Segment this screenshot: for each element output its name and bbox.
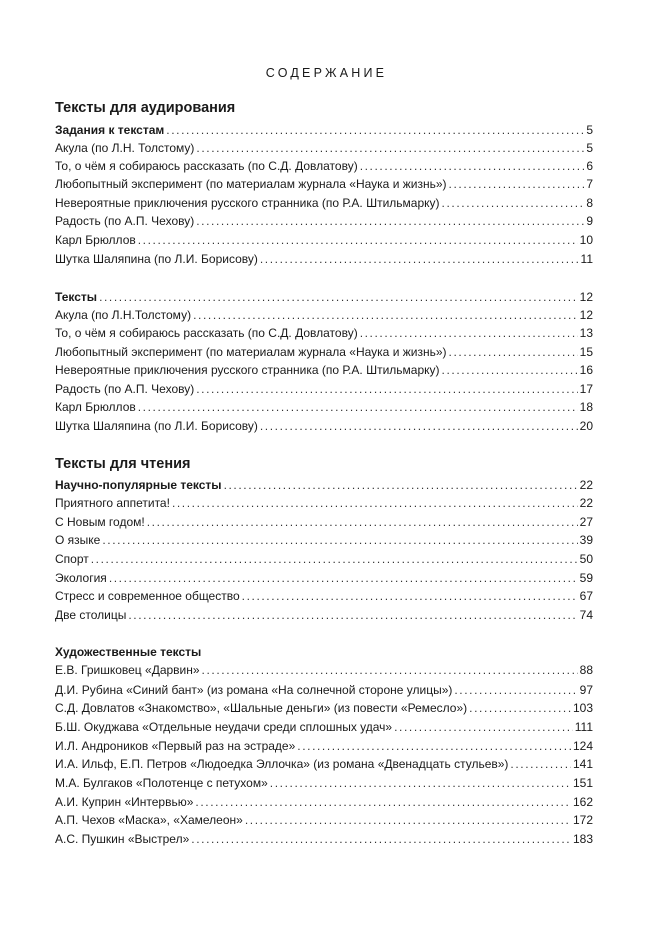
toc-entry-page: 67 bbox=[579, 589, 593, 603]
dot-leader bbox=[128, 606, 577, 624]
toc-entry-page: 7 bbox=[586, 177, 593, 191]
dot-leader bbox=[193, 306, 578, 324]
toc-entry[interactable] bbox=[55, 513, 593, 531]
toc-entry-page: 15 bbox=[579, 345, 593, 359]
dot-leader bbox=[191, 830, 571, 848]
toc-entry-title: Две столицы bbox=[55, 608, 127, 622]
group-heading-fiction: Художественные тексты bbox=[55, 645, 202, 659]
toc-entry-title: Любопытный эксперимент (по материалам журнала «Наука и жизнь») bbox=[55, 345, 447, 359]
toc-entry-page: 9 bbox=[586, 214, 593, 228]
toc-entry-page: 12 bbox=[579, 308, 593, 322]
toc-entry-page: 50 bbox=[579, 552, 593, 566]
toc-entry[interactable] bbox=[55, 175, 593, 193]
toc-entry-title: Радость (по А.П. Чехову) bbox=[55, 382, 195, 396]
dot-leader bbox=[260, 250, 579, 268]
toc-entry-title: Задания к текстам bbox=[55, 123, 165, 137]
toc-entry-page: 59 bbox=[579, 571, 593, 585]
toc-entry-page: 172 bbox=[572, 813, 593, 827]
toc-entry-title: То, о чём я собираюсь рассказать (по С.Д. Довлатову) bbox=[55, 326, 358, 340]
toc-entry-title: О языке bbox=[55, 533, 101, 547]
toc-entry[interactable] bbox=[55, 343, 593, 361]
toc-entry[interactable] bbox=[55, 476, 593, 494]
toc-entry-page: 5 bbox=[586, 141, 593, 155]
toc-entry-title: Карл Брюллов bbox=[55, 233, 136, 247]
dot-leader bbox=[449, 175, 585, 193]
toc-entry[interactable] bbox=[55, 811, 593, 829]
toc-entry-title: Акула (по Л.Н. Толстому) bbox=[55, 141, 195, 155]
toc-entry-title: Приятного аппетита! bbox=[55, 496, 170, 510]
toc-entry-page: 162 bbox=[572, 795, 593, 809]
toc-entry-page: 22 bbox=[579, 496, 593, 510]
dot-leader bbox=[147, 513, 578, 531]
toc-entry[interactable] bbox=[55, 606, 593, 624]
toc-entry-page: 183 bbox=[572, 832, 593, 846]
dot-leader bbox=[138, 231, 578, 249]
toc-entry[interactable] bbox=[55, 324, 593, 342]
toc-entry-page: 22 bbox=[579, 478, 593, 492]
toc-entry-page: 39 bbox=[579, 533, 593, 547]
toc-entry-page: 88 bbox=[579, 663, 593, 677]
toc-entry-title: Б.Ш. Окуджава «Отдельные неудачи среди сплошных удач» bbox=[55, 720, 393, 734]
toc-entry[interactable] bbox=[55, 121, 593, 139]
dot-leader bbox=[196, 380, 577, 398]
toc-entry[interactable] bbox=[55, 231, 593, 249]
dot-leader bbox=[469, 699, 571, 717]
toc-entry-title: Акула (по Л.Н.Толстому) bbox=[55, 308, 192, 322]
toc-entry[interactable] bbox=[55, 699, 593, 717]
dot-leader bbox=[297, 737, 571, 755]
toc-entry-page: 5 bbox=[586, 123, 593, 137]
dot-leader bbox=[224, 476, 578, 494]
toc-entry-title: Шутка Шаляпина (по Л.И. Борисову) bbox=[55, 419, 258, 433]
dot-leader bbox=[166, 121, 584, 139]
toc-entry[interactable] bbox=[55, 157, 593, 175]
toc-entry[interactable] bbox=[55, 569, 593, 587]
dot-leader bbox=[360, 324, 578, 342]
toc-entry-title: М.А. Булгаков «Полотенце с петухом» bbox=[55, 776, 268, 790]
toc-entry[interactable] bbox=[55, 550, 593, 568]
toc-entry-title: Е.В. Гришковец «Дарвин» bbox=[55, 663, 200, 677]
toc-entry-title: С Новым годом! bbox=[55, 515, 145, 529]
dot-leader bbox=[394, 718, 573, 736]
dot-leader bbox=[91, 550, 578, 568]
toc-entry[interactable] bbox=[55, 718, 593, 736]
toc-entry-title: Тексты bbox=[55, 290, 98, 304]
dot-leader bbox=[102, 531, 577, 549]
toc-entry[interactable] bbox=[55, 661, 593, 679]
dot-leader bbox=[442, 361, 578, 379]
toc-entry[interactable] bbox=[55, 398, 593, 416]
toc-entry-page: 103 bbox=[572, 701, 593, 715]
toc-entry-page: 13 bbox=[579, 326, 593, 340]
toc-entry[interactable] bbox=[55, 755, 593, 773]
toc-entry-page: 10 bbox=[579, 233, 593, 247]
toc-entry-page: 111 bbox=[574, 720, 593, 734]
toc-entry-page: 17 bbox=[579, 382, 593, 396]
page-title: СОДЕРЖАНИЕ bbox=[265, 66, 388, 80]
dot-leader bbox=[270, 774, 571, 792]
toc-entry[interactable] bbox=[55, 531, 593, 549]
toc-entry-title: Спорт bbox=[55, 552, 89, 566]
toc-entry-title: Стресс и современное общество bbox=[55, 589, 240, 603]
dot-leader bbox=[242, 587, 578, 605]
toc-entry-title: То, о чём я собираюсь рассказать (по С.Д. Довлатову) bbox=[55, 159, 358, 173]
dot-leader bbox=[260, 417, 578, 435]
toc-entry-title: Шутка Шаляпина (по Л.И. Борисову) bbox=[55, 252, 258, 266]
toc-entry-title: А.С. Пушкин «Выстрел» bbox=[55, 832, 190, 846]
section-heading-reading: Тексты для чтения bbox=[55, 456, 191, 472]
toc-entry-page: 18 bbox=[579, 400, 593, 414]
dot-leader bbox=[196, 212, 584, 230]
toc-entry[interactable] bbox=[55, 212, 593, 230]
toc-entry-title: С.Д. Довлатов «Знакомство», «Шальные деньги» (из повести «Ремесло») bbox=[55, 701, 468, 715]
toc-entry-title: Радость (по А.П. Чехову) bbox=[55, 214, 195, 228]
toc-entry-title: Д.И. Рубина «Синий бант» (из романа «На солнечной стороне улицы») bbox=[55, 683, 453, 697]
section-heading-listening: Тексты для аудирования bbox=[55, 100, 236, 116]
toc-entry-page: 124 bbox=[572, 739, 593, 753]
toc-entry-page: 97 bbox=[579, 683, 593, 697]
dot-leader bbox=[109, 569, 578, 587]
dot-leader bbox=[202, 661, 578, 679]
toc-entry-title: Карл Брюллов bbox=[55, 400, 136, 414]
toc-entry[interactable] bbox=[55, 288, 593, 306]
toc-entry-title: Научно-популярные тексты bbox=[55, 478, 222, 492]
toc-entry-page: 74 bbox=[579, 608, 593, 622]
dot-leader bbox=[442, 194, 585, 212]
toc-entry[interactable] bbox=[55, 774, 593, 792]
toc-entry-title: А.П. Чехов «Маска», «Хамелеон» bbox=[55, 813, 243, 827]
dot-leader bbox=[360, 157, 585, 175]
dot-leader bbox=[99, 288, 578, 306]
toc-entry[interactable] bbox=[55, 494, 593, 512]
dot-leader bbox=[195, 793, 571, 811]
toc-entry[interactable] bbox=[55, 793, 593, 811]
toc-entry-title: Любопытный эксперимент (по материалам журнала «Наука и жизнь») bbox=[55, 177, 447, 191]
toc-entry[interactable] bbox=[55, 306, 593, 324]
toc-entry-page: 8 bbox=[586, 196, 593, 210]
dot-leader bbox=[245, 811, 571, 829]
toc-entry-page: 11 bbox=[580, 252, 593, 266]
toc-entry-title: А.И. Куприн «Интервью» bbox=[55, 795, 194, 809]
toc-entry-page: 12 bbox=[579, 290, 593, 304]
toc-entry-title: Экология bbox=[55, 571, 107, 585]
toc-entry[interactable] bbox=[55, 250, 593, 268]
toc-entry[interactable] bbox=[55, 139, 593, 157]
toc-entry[interactable] bbox=[55, 737, 593, 755]
toc-entry-title: Невероятные приключения русского странника (по Р.А. Штильмарку) bbox=[55, 196, 440, 210]
toc-entry-page: 6 bbox=[586, 159, 593, 173]
toc-entry[interactable] bbox=[55, 194, 593, 212]
dot-leader bbox=[172, 494, 578, 512]
toc-entry-page: 27 bbox=[579, 515, 593, 529]
toc-entry[interactable] bbox=[55, 380, 593, 398]
dot-leader bbox=[510, 755, 571, 773]
toc-entry-title: И.Л. Андроников «Первый раз на эстраде» bbox=[55, 739, 296, 753]
toc-entry-page: 20 bbox=[579, 419, 593, 433]
toc-entry[interactable] bbox=[55, 587, 593, 605]
toc-entry-page: 16 bbox=[579, 363, 593, 377]
toc-entry[interactable] bbox=[55, 681, 593, 699]
dot-leader bbox=[449, 343, 578, 361]
toc-entry-title: И.А. Ильф, Е.П. Петров «Людоедка Эллочка» (из романа «Двенадцать стульев») bbox=[55, 757, 509, 771]
dot-leader bbox=[196, 139, 584, 157]
dot-leader bbox=[454, 681, 577, 699]
toc-entry[interactable] bbox=[55, 830, 593, 848]
toc-entry-page: 151 bbox=[572, 776, 593, 790]
toc-entry[interactable] bbox=[55, 417, 593, 435]
toc-entry-title: Невероятные приключения русского странника (по Р.А. Штильмарку) bbox=[55, 363, 440, 377]
toc-entry[interactable] bbox=[55, 361, 593, 379]
dot-leader bbox=[138, 398, 578, 416]
toc-entry-page: 141 bbox=[572, 757, 593, 771]
